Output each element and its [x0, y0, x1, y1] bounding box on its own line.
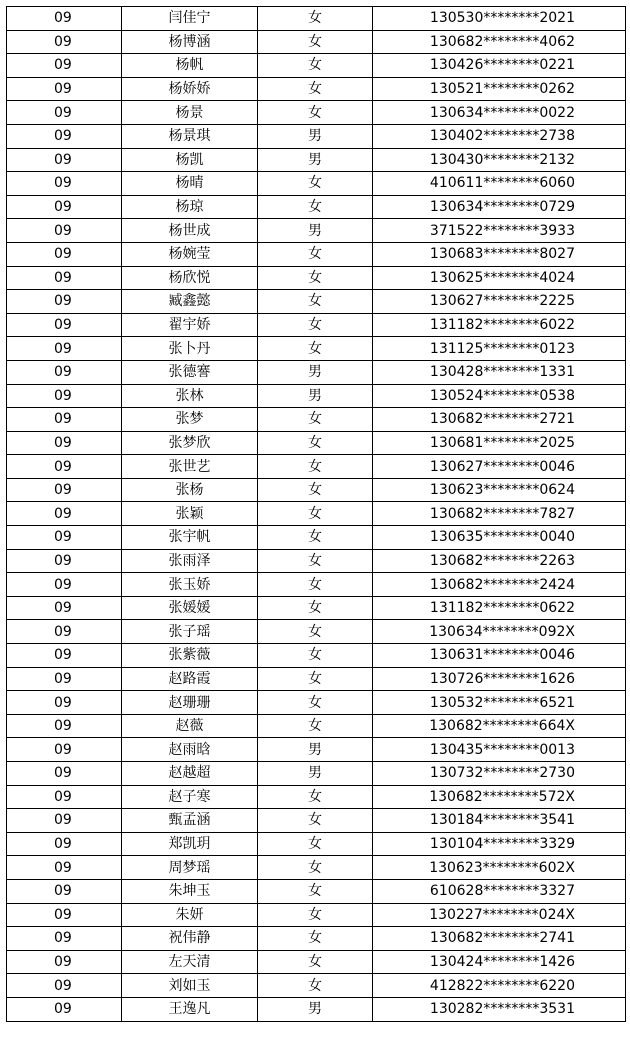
class-cell: 09 [7, 691, 122, 715]
class-cell: 09 [7, 148, 122, 172]
gender-cell: 女 [258, 785, 373, 809]
table-row [7, 667, 626, 691]
id-number-cell: 130227********024X [373, 903, 626, 927]
class-cell: 09 [7, 290, 122, 314]
id-number-cell: 410611********6060 [373, 172, 626, 196]
id-number-cell: 130682********572X [373, 785, 626, 809]
name-cell: 杨凯 [122, 148, 258, 172]
table-row [7, 384, 626, 408]
class-cell: 09 [7, 974, 122, 998]
gender-cell: 女 [258, 620, 373, 644]
gender-cell: 女 [258, 667, 373, 691]
id-number-cell: 610628********3327 [373, 879, 626, 903]
name-cell: 张子瑶 [122, 620, 258, 644]
name-cell: 张世艺 [122, 455, 258, 479]
class-cell: 09 [7, 714, 122, 738]
gender-cell: 男 [258, 219, 373, 243]
gender-cell: 女 [258, 172, 373, 196]
table-row [7, 620, 626, 644]
id-number-cell: 130726********1626 [373, 667, 626, 691]
table-row [7, 809, 626, 833]
name-cell: 周梦瑶 [122, 856, 258, 880]
id-number-cell: 130435********0013 [373, 738, 626, 762]
table-row [7, 219, 626, 243]
gender-cell: 女 [258, 644, 373, 668]
class-cell: 09 [7, 856, 122, 880]
table-row [7, 903, 626, 927]
gender-cell: 男 [258, 384, 373, 408]
class-cell: 09 [7, 124, 122, 148]
name-cell: 张雨泽 [122, 549, 258, 573]
table-row [7, 290, 626, 314]
gender-cell: 女 [258, 596, 373, 620]
id-number-cell: 131125********0123 [373, 337, 626, 361]
name-cell: 张德謇 [122, 360, 258, 384]
name-cell: 刘如玉 [122, 974, 258, 998]
name-cell: 郑凯玥 [122, 832, 258, 856]
name-cell: 赵路霞 [122, 667, 258, 691]
table-row [7, 691, 626, 715]
id-number-cell: 130426********0221 [373, 54, 626, 78]
table-row [7, 266, 626, 290]
class-cell: 09 [7, 360, 122, 384]
id-number-cell: 130104********3329 [373, 832, 626, 856]
gender-cell: 女 [258, 30, 373, 54]
id-number-cell: 130634********0729 [373, 195, 626, 219]
table-row [7, 101, 626, 125]
id-number-cell: 130627********0046 [373, 455, 626, 479]
class-cell: 09 [7, 549, 122, 573]
name-cell: 甄孟涵 [122, 809, 258, 833]
name-cell: 王逸凡 [122, 997, 258, 1021]
class-cell: 09 [7, 644, 122, 668]
name-cell: 张卜丹 [122, 337, 258, 361]
id-number-cell: 130732********2730 [373, 762, 626, 786]
id-number-cell: 131182********0622 [373, 596, 626, 620]
id-number-cell: 130402********2738 [373, 124, 626, 148]
name-cell: 张林 [122, 384, 258, 408]
gender-cell: 女 [258, 526, 373, 550]
gender-cell: 女 [258, 502, 373, 526]
class-cell: 09 [7, 997, 122, 1021]
gender-cell: 女 [258, 832, 373, 856]
name-cell: 张玉娇 [122, 573, 258, 597]
gender-cell: 女 [258, 290, 373, 314]
id-number-cell: 412822********6220 [373, 974, 626, 998]
class-cell: 09 [7, 620, 122, 644]
gender-cell: 女 [258, 408, 373, 432]
class-cell: 09 [7, 927, 122, 951]
class-cell: 09 [7, 101, 122, 125]
table-row [7, 549, 626, 573]
class-cell: 09 [7, 738, 122, 762]
class-cell: 09 [7, 337, 122, 361]
id-number-cell: 130634********092X [373, 620, 626, 644]
gender-cell: 女 [258, 54, 373, 78]
class-cell: 09 [7, 266, 122, 290]
gender-cell: 女 [258, 809, 373, 833]
id-number-cell: 130682********7827 [373, 502, 626, 526]
name-cell: 朱妍 [122, 903, 258, 927]
table-row [7, 879, 626, 903]
class-cell: 09 [7, 313, 122, 337]
table-row [7, 431, 626, 455]
class-cell: 09 [7, 77, 122, 101]
table-row [7, 242, 626, 266]
name-cell: 赵雨晗 [122, 738, 258, 762]
table-row [7, 785, 626, 809]
gender-cell: 女 [258, 266, 373, 290]
class-cell: 09 [7, 242, 122, 266]
table-row [7, 997, 626, 1021]
class-cell: 09 [7, 172, 122, 196]
table-row [7, 455, 626, 479]
id-number-cell: 130530********2021 [373, 7, 626, 31]
class-cell: 09 [7, 7, 122, 31]
table-row [7, 502, 626, 526]
name-cell: 杨欣悦 [122, 266, 258, 290]
id-number-cell: 130521********0262 [373, 77, 626, 101]
name-cell: 张杨 [122, 478, 258, 502]
table-row [7, 7, 626, 31]
class-cell: 09 [7, 384, 122, 408]
gender-cell: 男 [258, 738, 373, 762]
table-row [7, 408, 626, 432]
class-cell: 09 [7, 596, 122, 620]
name-cell: 杨琼 [122, 195, 258, 219]
gender-cell: 女 [258, 691, 373, 715]
gender-cell: 女 [258, 313, 373, 337]
id-number-cell: 130623********0624 [373, 478, 626, 502]
id-number-cell: 130625********4024 [373, 266, 626, 290]
name-cell: 左天清 [122, 950, 258, 974]
class-cell: 09 [7, 785, 122, 809]
table-row [7, 478, 626, 502]
student-table [6, 6, 626, 1022]
id-number-cell: 130424********1426 [373, 950, 626, 974]
class-cell: 09 [7, 431, 122, 455]
id-number-cell: 130430********2132 [373, 148, 626, 172]
table-row [7, 337, 626, 361]
id-number-cell: 371522********3933 [373, 219, 626, 243]
gender-cell: 女 [258, 242, 373, 266]
gender-cell: 女 [258, 431, 373, 455]
name-cell: 杨婉莹 [122, 242, 258, 266]
name-cell: 张颖 [122, 502, 258, 526]
table-row [7, 172, 626, 196]
class-cell: 09 [7, 54, 122, 78]
gender-cell: 女 [258, 903, 373, 927]
table-row [7, 30, 626, 54]
id-number-cell: 130683********8027 [373, 242, 626, 266]
class-cell: 09 [7, 879, 122, 903]
name-cell: 张媛媛 [122, 596, 258, 620]
id-number-cell: 130623********602X [373, 856, 626, 880]
gender-cell: 女 [258, 77, 373, 101]
gender-cell: 女 [258, 950, 373, 974]
name-cell: 赵珊珊 [122, 691, 258, 715]
name-cell: 杨帆 [122, 54, 258, 78]
name-cell: 臧鑫懿 [122, 290, 258, 314]
name-cell: 祝伟静 [122, 927, 258, 951]
id-number-cell: 130524********0538 [373, 384, 626, 408]
class-cell: 09 [7, 573, 122, 597]
name-cell: 杨景 [122, 101, 258, 125]
gender-cell: 女 [258, 879, 373, 903]
name-cell: 杨晴 [122, 172, 258, 196]
class-cell: 09 [7, 762, 122, 786]
gender-cell: 女 [258, 455, 373, 479]
id-number-cell: 130682********4062 [373, 30, 626, 54]
table-row [7, 927, 626, 951]
class-cell: 09 [7, 903, 122, 927]
id-number-cell: 130627********2225 [373, 290, 626, 314]
gender-cell: 女 [258, 856, 373, 880]
table-body [7, 7, 626, 1022]
gender-cell: 男 [258, 762, 373, 786]
gender-cell: 女 [258, 549, 373, 573]
name-cell: 杨娇娇 [122, 77, 258, 101]
id-number-cell: 130282********3531 [373, 997, 626, 1021]
name-cell: 赵薇 [122, 714, 258, 738]
gender-cell: 女 [258, 573, 373, 597]
name-cell: 翟宇娇 [122, 313, 258, 337]
name-cell: 杨景琪 [122, 124, 258, 148]
name-cell: 张宇帆 [122, 526, 258, 550]
name-cell: 张梦欣 [122, 431, 258, 455]
id-number-cell: 130682********2263 [373, 549, 626, 573]
gender-cell: 女 [258, 101, 373, 125]
id-number-cell: 130682********2741 [373, 927, 626, 951]
name-cell: 杨世成 [122, 219, 258, 243]
id-number-cell: 130681********2025 [373, 431, 626, 455]
name-cell: 杨博涵 [122, 30, 258, 54]
name-cell: 闫佳宁 [122, 7, 258, 31]
gender-cell: 女 [258, 195, 373, 219]
class-cell: 09 [7, 478, 122, 502]
table-row [7, 573, 626, 597]
class-cell: 09 [7, 526, 122, 550]
table-row [7, 124, 626, 148]
table-row [7, 832, 626, 856]
gender-cell: 女 [258, 7, 373, 31]
gender-cell: 女 [258, 478, 373, 502]
table-row [7, 762, 626, 786]
class-cell: 09 [7, 667, 122, 691]
gender-cell: 女 [258, 974, 373, 998]
table-row [7, 148, 626, 172]
name-cell: 张紫薇 [122, 644, 258, 668]
table-row [7, 974, 626, 998]
gender-cell: 男 [258, 124, 373, 148]
table-row [7, 950, 626, 974]
id-number-cell: 130428********1331 [373, 360, 626, 384]
id-number-cell: 130682********2721 [373, 408, 626, 432]
id-number-cell: 130682********664X [373, 714, 626, 738]
gender-cell: 男 [258, 148, 373, 172]
class-cell: 09 [7, 195, 122, 219]
table-row [7, 738, 626, 762]
id-number-cell: 130631********0046 [373, 644, 626, 668]
class-cell: 09 [7, 219, 122, 243]
table-row [7, 714, 626, 738]
class-cell: 09 [7, 950, 122, 974]
class-cell: 09 [7, 30, 122, 54]
id-number-cell: 130682********2424 [373, 573, 626, 597]
class-cell: 09 [7, 455, 122, 479]
name-cell: 朱坤玉 [122, 879, 258, 903]
id-number-cell: 130634********0022 [373, 101, 626, 125]
name-cell: 赵子寒 [122, 785, 258, 809]
table-row [7, 526, 626, 550]
id-number-cell: 130184********3541 [373, 809, 626, 833]
name-cell: 张梦 [122, 408, 258, 432]
class-cell: 09 [7, 832, 122, 856]
table-row [7, 313, 626, 337]
table-row [7, 596, 626, 620]
id-number-cell: 131182********6022 [373, 313, 626, 337]
class-cell: 09 [7, 809, 122, 833]
table-row [7, 644, 626, 668]
gender-cell: 女 [258, 714, 373, 738]
gender-cell: 女 [258, 927, 373, 951]
table-row [7, 77, 626, 101]
table-row [7, 54, 626, 78]
table-row [7, 360, 626, 384]
table-row [7, 195, 626, 219]
id-number-cell: 130635********0040 [373, 526, 626, 550]
id-number-cell: 130532********6521 [373, 691, 626, 715]
class-cell: 09 [7, 408, 122, 432]
name-cell: 赵越超 [122, 762, 258, 786]
gender-cell: 男 [258, 997, 373, 1021]
gender-cell: 女 [258, 337, 373, 361]
gender-cell: 男 [258, 360, 373, 384]
class-cell: 09 [7, 502, 122, 526]
table-row [7, 856, 626, 880]
